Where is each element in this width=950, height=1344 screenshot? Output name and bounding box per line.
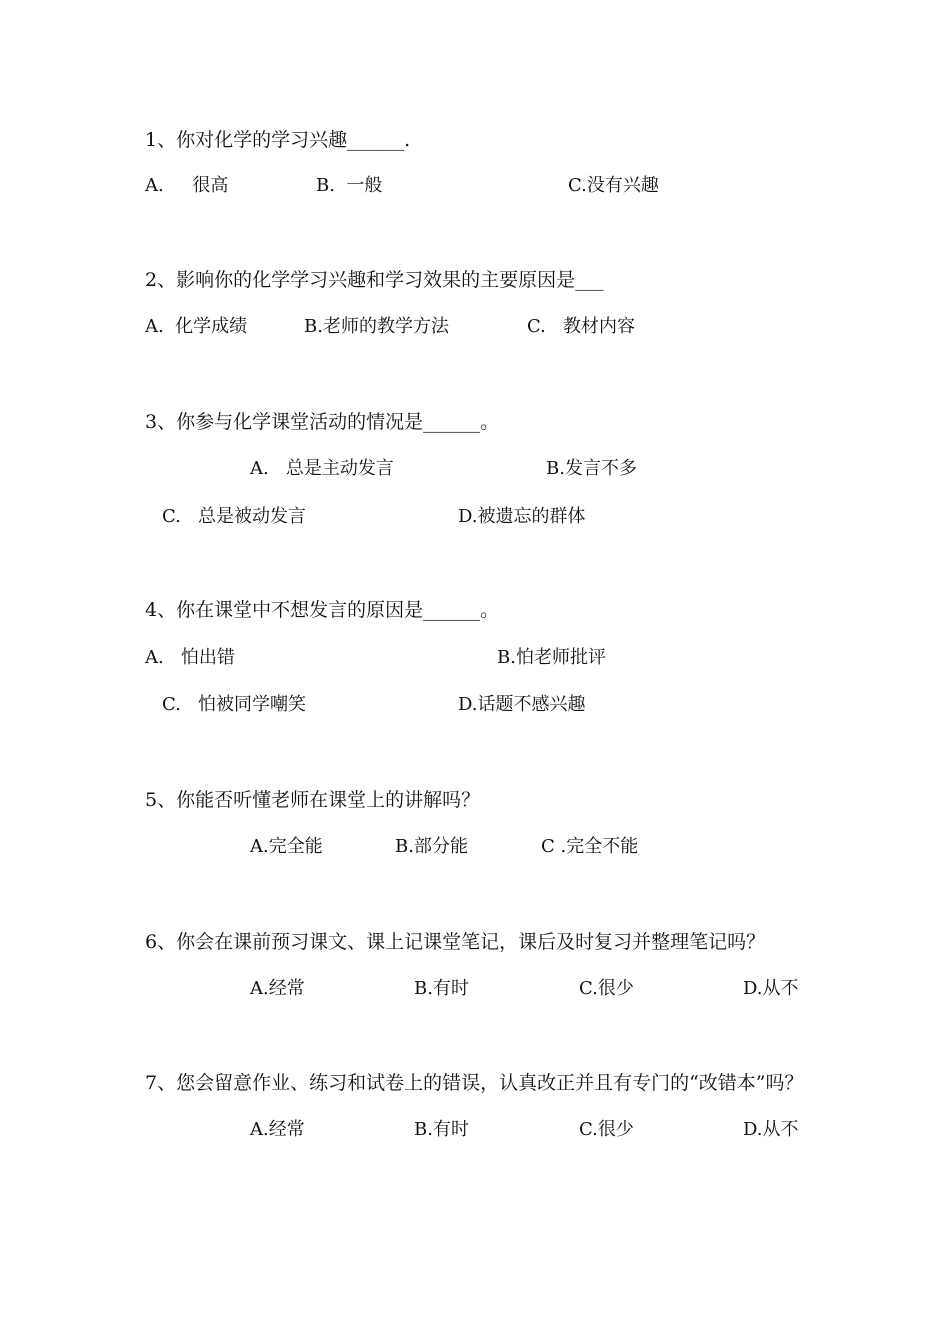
question-5-option-c[interactable]: C .完全不能 [541, 836, 639, 857]
question-4-option-b[interactable]: B.怕老师批评 [497, 647, 606, 668]
question-4-option-c[interactable]: C. 怕被同学嘲笑 [162, 694, 307, 715]
question-6-option-b[interactable]: B.有时 [414, 978, 469, 999]
question-2-option-c[interactable]: C. 教材内容 [527, 316, 636, 337]
question-2-text: 2、影响你的化学学习兴趣和学习效果的主要原因是___ [145, 269, 604, 291]
question-6-option-c[interactable]: C.很少 [579, 978, 634, 999]
question-5-option-a[interactable]: A.完全能 [250, 836, 323, 857]
question-4-option-d[interactable]: D.话题不感兴趣 [458, 694, 586, 715]
question-1-option-b[interactable]: B. 一般 [316, 175, 383, 196]
question-7-text: 7、您会留意作业、练习和试卷上的错误，认真改正并且有专门的“改错本”吗？ [145, 1072, 804, 1094]
question-3-option-d[interactable]: D.被遗忘的群体 [458, 506, 586, 527]
question-7-option-a[interactable]: A.经常 [250, 1119, 305, 1140]
question-2-option-b[interactable]: B.老师的教学方法 [304, 316, 449, 337]
question-7-option-d[interactable]: D.从不 [743, 1119, 799, 1140]
question-3-option-c[interactable]: C. 总是被动发言 [162, 506, 307, 527]
question-7-option-c[interactable]: C.很少 [579, 1119, 634, 1140]
question-5-text: 5、你能否听懂老师在课堂上的讲解吗？ [145, 789, 481, 811]
question-6-text: 6、你会在课前预习课文、课上记课堂笔记，课后及时复习并整理笔记吗？ [145, 931, 766, 953]
question-4-option-a[interactable]: A. 怕出错 [145, 647, 235, 668]
question-3-option-a[interactable]: A. 总是主动发言 [250, 458, 394, 479]
question-6-option-a[interactable]: A.经常 [250, 978, 305, 999]
question-4-text: 4、你在课堂中不想发言的原因是______。 [145, 599, 500, 621]
question-6-option-d[interactable]: D.从不 [743, 978, 799, 999]
question-1-option-a[interactable]: A. 很高 [145, 175, 229, 196]
question-1-text: 1、你对化学的学习兴趣______. [145, 129, 411, 151]
question-3-text: 3、你参与化学课堂活动的情况是______。 [145, 411, 500, 433]
question-1-option-c[interactable]: C.没有兴趣 [568, 175, 659, 196]
question-3-option-b[interactable]: B.发言不多 [546, 458, 637, 479]
question-5-option-b[interactable]: B.部分能 [395, 836, 468, 857]
question-7-option-b[interactable]: B.有时 [414, 1119, 469, 1140]
question-2-option-a[interactable]: A. 化学成绩 [145, 316, 248, 337]
